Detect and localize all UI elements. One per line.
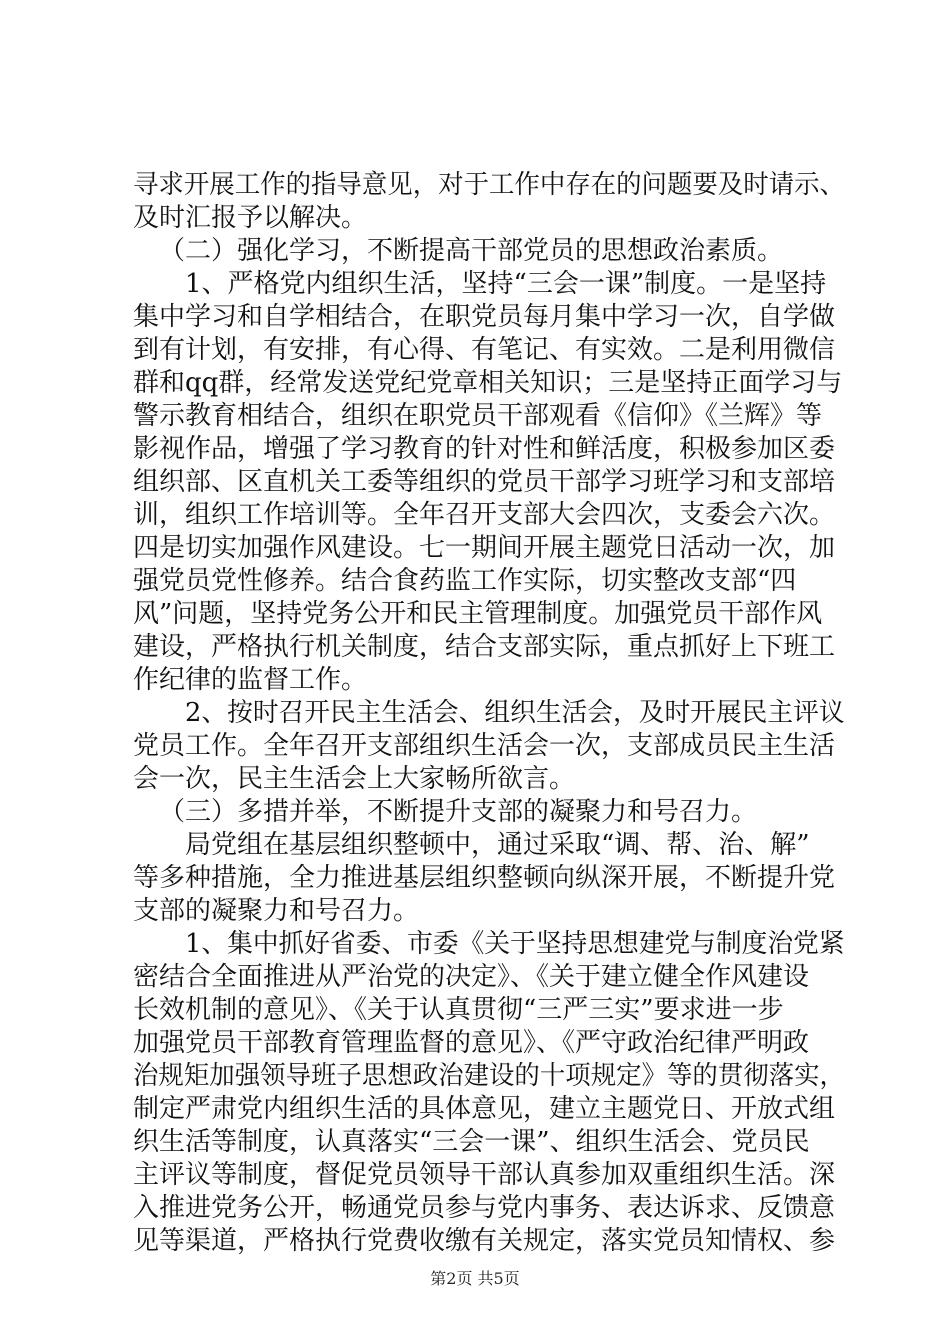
text-line: 强党员党性修养。结合食药监工作实际，切实整改支部“四 bbox=[133, 566, 797, 596]
text-line: 长效机制的意见》、《关于认真贯彻“三严三实”要求进一步 bbox=[133, 995, 784, 1025]
text-line: 警示教育相结合，组织在职党员干部观看《信仰》《兰辉》等 bbox=[133, 401, 823, 431]
text-line: 作纪律的监督工作。 bbox=[133, 665, 368, 695]
text-line: 主评议等制度，督促党员领导干部认真参加双重组织生活。深 bbox=[133, 1160, 836, 1190]
text-line: 支部的凝聚力和号召力。 bbox=[133, 896, 420, 926]
text-line: 组织部、区直机关工委等组织的党员干部学习班学习和支部培 bbox=[133, 467, 836, 497]
text-line: （二）强化学习，不断提高干部党员的思想政治素质。 bbox=[159, 236, 784, 266]
text-line: 织生活等制度，认真落实“三会一课”、组织生活会、党员民 bbox=[133, 1127, 810, 1157]
text-line: 局党组在基层组织整顿中，通过采取“调、帮、治、解” bbox=[185, 830, 810, 860]
text-line: 密结合全面推进从严治党的决定》、《关于建立健全作风建设 bbox=[133, 962, 810, 992]
text-line: 等多种措施，全力推进基层组织整顿向纵深开展，不断提升党 bbox=[133, 863, 836, 893]
text-line: 及时汇报予以解决。 bbox=[133, 203, 368, 233]
text-line: 训，组织工作培训等。全年召开支部大会四次，支委会六次。 bbox=[133, 500, 836, 530]
text-line: 建设，严格执行机关制度，结合支部实际，重点抓好上下班工 bbox=[133, 632, 836, 662]
text-line: 会一次，民主生活会上大家畅所欲言。 bbox=[133, 764, 576, 794]
text-line: 入推进党务公开，畅通党员参与党内事务、表达诉求、反馈意 bbox=[133, 1193, 836, 1223]
text-line: 集中学习和自学相结合，在职党员每月集中学习一次，自学做 bbox=[133, 302, 836, 332]
page-number-footer: 第2页 共5页 bbox=[430, 1269, 520, 1288]
text-line: 寻求开展工作的指导意见，对于工作中存在的问题要及时请示、 bbox=[133, 170, 845, 200]
text-line: 到有计划，有安排，有心得、有笔记、有实效。二是利用微信 bbox=[133, 335, 836, 365]
text-line: 加强党员干部教育管理监督的意见》、《严守政治纪律严明政 bbox=[133, 1028, 810, 1058]
text-line: 党员工作。全年召开支部组织生活会一次，支部成员民主生活 bbox=[133, 731, 836, 761]
text-line: 1、严格党内组织生活，坚持“三会一课”制度。一是坚持 bbox=[185, 269, 827, 299]
text-line: 1、集中抓好省委、市委《关于坚持思想建党与制度治党紧 bbox=[185, 929, 845, 959]
text-line: （三）多措并举，不断提升支部的凝聚力和号召力。 bbox=[159, 797, 758, 827]
text-line: 影视作品，增强了学习教育的针对性和鲜活度，积极参加区委 bbox=[133, 434, 836, 464]
text-line: 治规矩加强领导班子思想政治建设的十项规定》等的贯彻落实， bbox=[133, 1061, 845, 1091]
text-line: 见等渠道，严格执行党费收缴有关规定，落实党员知情权、参 bbox=[133, 1226, 836, 1256]
text-line: 群和qq群，经常发送党纪党章相关知识；三是坚持正面学习与 bbox=[133, 368, 843, 398]
text-line: 制定严肃党内组织生活的具体意见，建立主题党日、开放式组 bbox=[133, 1094, 836, 1124]
text-line: 风”问题，坚持党务公开和民主管理制度。加强党员干部作风 bbox=[133, 599, 823, 629]
text-line: 2、按时召开民主生活会、组织生活会，及时开展民主评议 bbox=[185, 698, 845, 728]
text-line: 四是切实加强作风建设。七一期间开展主题党日活动一次，加 bbox=[133, 533, 836, 563]
